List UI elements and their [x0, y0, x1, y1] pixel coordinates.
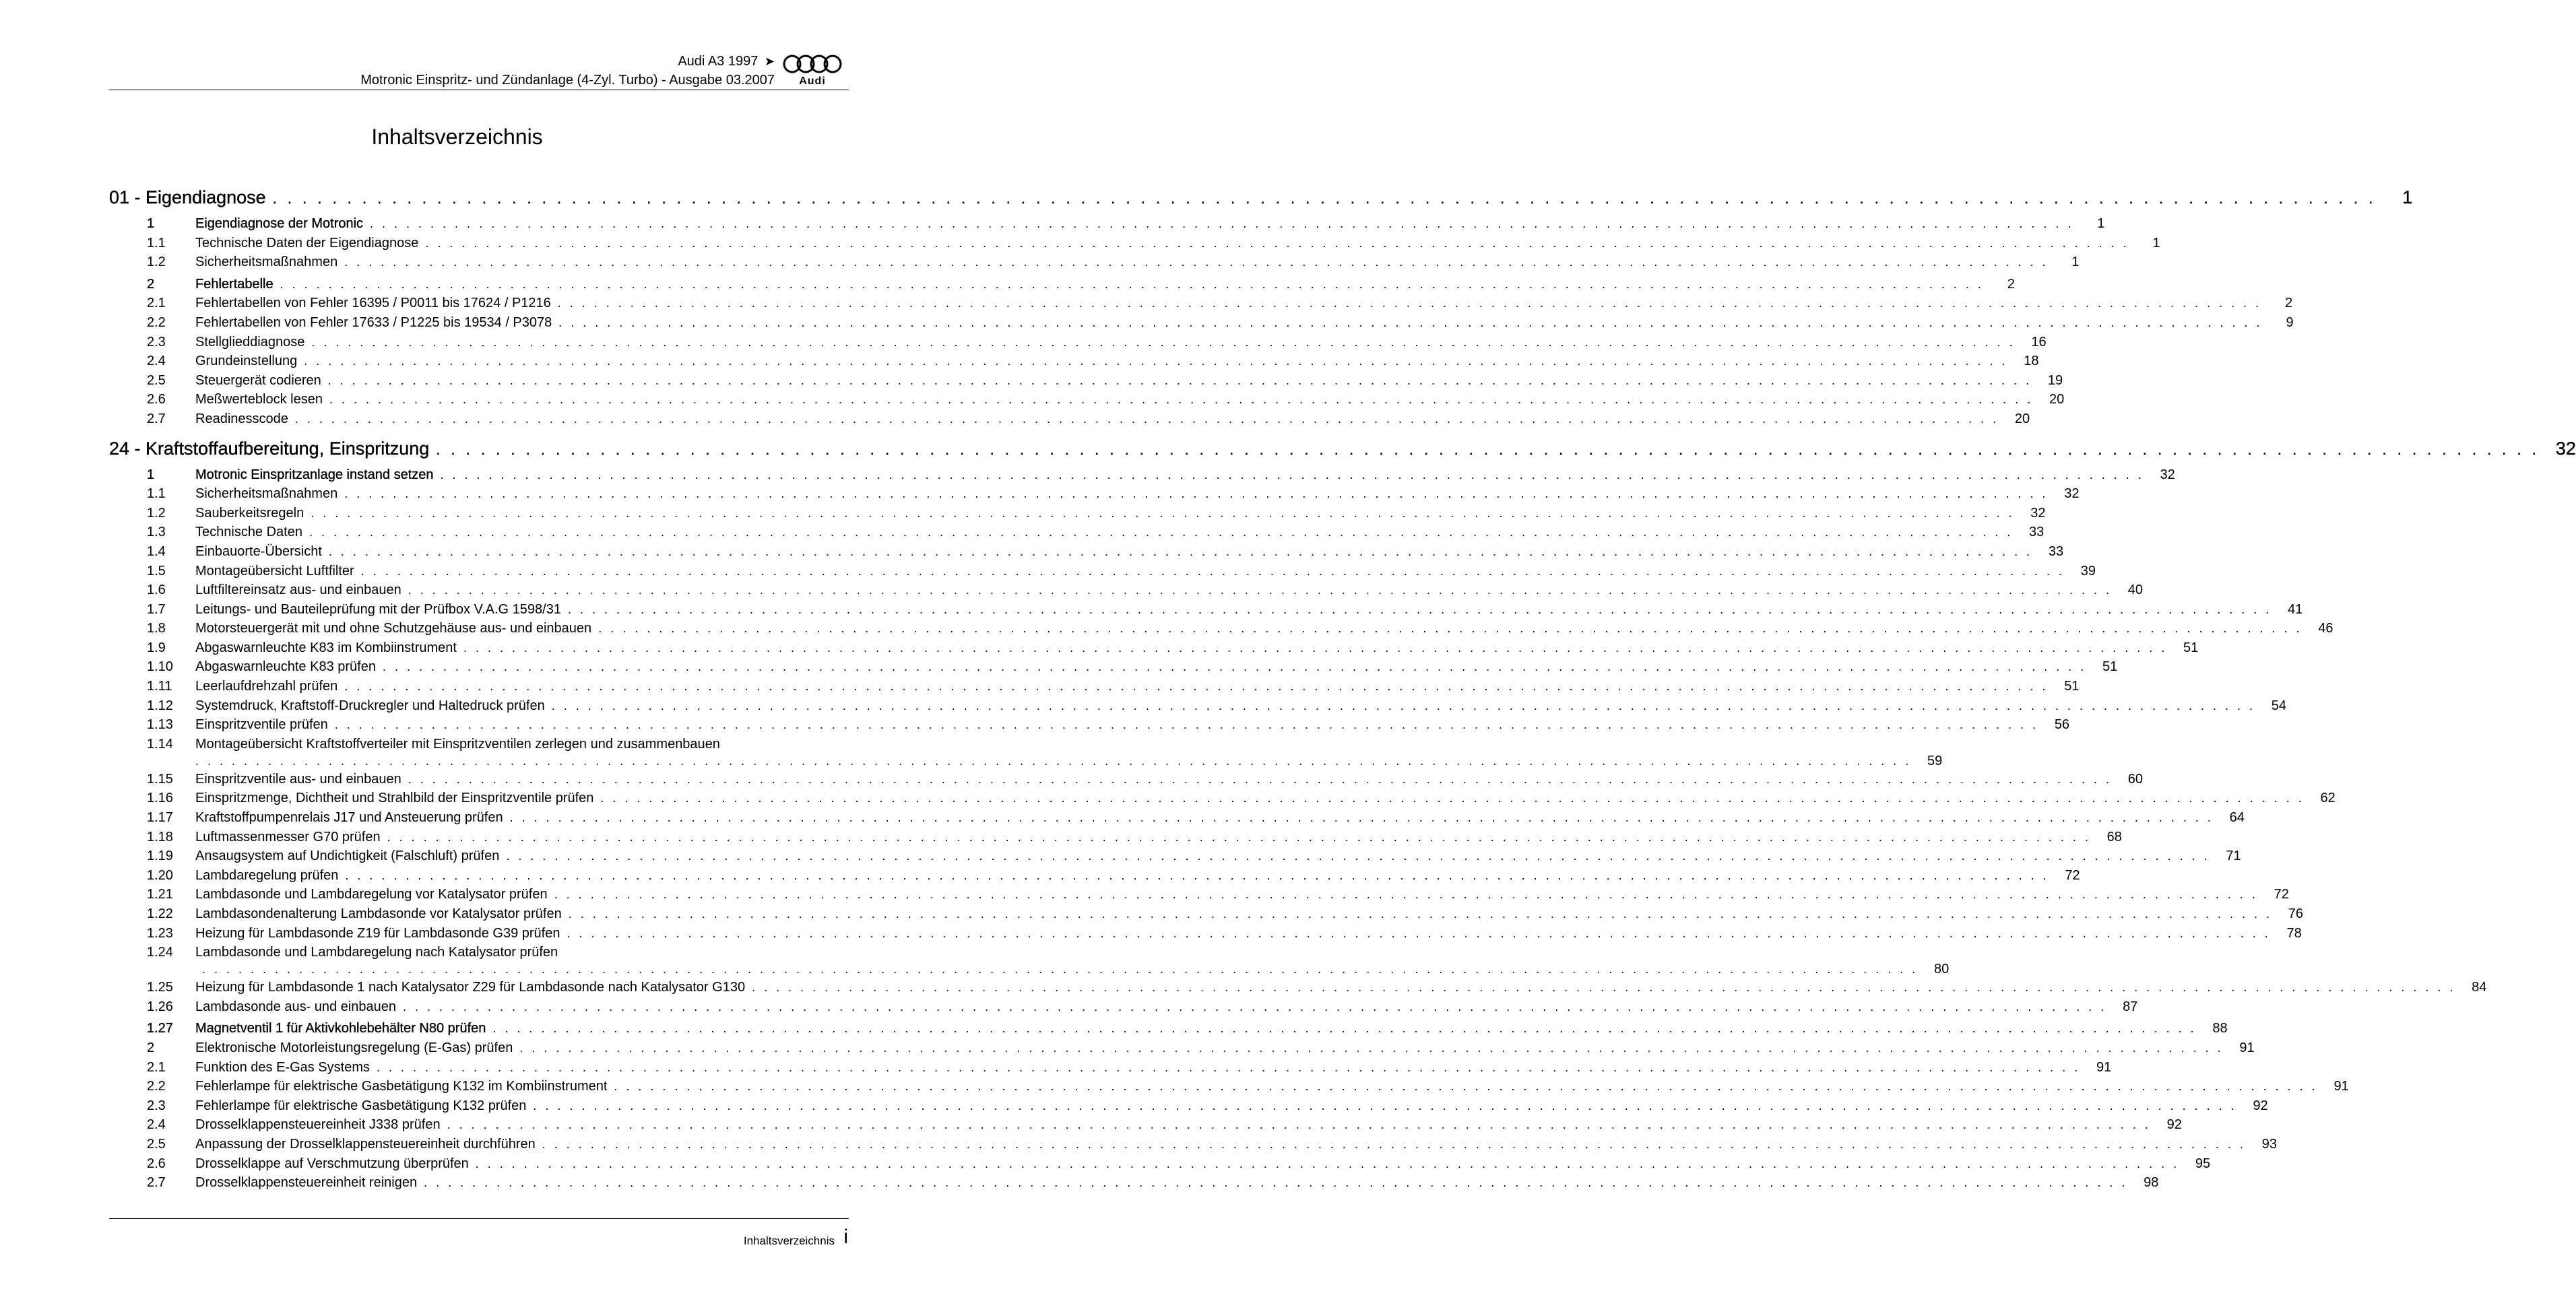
toc-entry-number: 1.18	[147, 829, 173, 844]
toc-entry[interactable]	[109, 484, 2080, 504]
toc-entry-title: Fehlertabellen von Fehler 16395 / P0011 bis 17624 / P1216	[195, 296, 551, 311]
audi-logo-wordmark: Audi	[799, 75, 826, 87]
toc-entry-number: 2	[147, 1040, 155, 1055]
toc-entry-title: Einspritzmenge, Dichtheit und Strahlbild der Einspritzventile prüfen	[195, 791, 594, 806]
toc-entry[interactable]	[109, 214, 2105, 234]
toc-entry[interactable]	[109, 638, 2199, 658]
toc-leader-dots	[752, 978, 2455, 997]
toc-entry-title: Abgaswarnleuchte K83 im Kombiinstrument	[195, 640, 457, 655]
toc-page-number: 87	[2123, 999, 2138, 1014]
toc-entry-number: 1.16	[147, 791, 173, 806]
toc-page-number: 1	[2097, 216, 2105, 231]
toc-entry-title: Sauberkeitsregeln	[195, 505, 304, 521]
toc-entry[interactable]	[109, 789, 2336, 808]
toc-leader-dots	[377, 1058, 2080, 1078]
toc-entry-number: 1.23	[147, 925, 173, 941]
toc-entry-title: Systemdruck, Kraftstoff-Druckregler und Haltedruck prüfen	[195, 698, 545, 713]
toc-entry-title: Lambdasonde und Lambdaregelung nach Katalysator prüfen	[195, 945, 558, 960]
toc-entry[interactable]	[109, 523, 2044, 542]
toc-entry-number: 1.7	[147, 601, 166, 617]
footer-page-number: i	[843, 1226, 848, 1248]
toc-leader-dots	[552, 696, 2255, 716]
toc-leader-dots	[311, 504, 2014, 523]
toc-entry-title: Anpassung der Drosselklappensteuereinheit durchführen	[195, 1136, 536, 1152]
toc-entry[interactable]	[109, 1096, 2268, 1116]
toc-entry[interactable]	[109, 371, 2063, 391]
toc-entry-title: Leerlaufdrehzahl prüfen	[195, 679, 338, 694]
toc-leader-dots	[533, 1096, 2236, 1116]
toc-page-number: 91	[2333, 1079, 2349, 1094]
toc-leader-dots	[329, 542, 2032, 562]
toc-leader-dots	[463, 638, 2167, 658]
toc-entry-title: Montageübersicht Kraftstoffverteiler mit Einspritzventilen zerlegen und zusammenbauen	[195, 736, 720, 752]
toc-page-number: 59	[1927, 753, 1943, 768]
toc-entry-title: Lambdasonde aus- und einbauen	[195, 999, 397, 1014]
header-model-text: Audi A3 1997	[678, 54, 759, 69]
toc-entry[interactable]	[109, 943, 1950, 978]
toc-entry-number: 2.4	[147, 1117, 166, 1133]
toc-page-number: 84	[2472, 980, 2487, 995]
toc-entry-title: Lambdasondenalterung Lambdasonde vor Katalysator prüfen	[195, 906, 562, 921]
toc-page-number: 39	[2080, 563, 2096, 578]
toc-entry-title: Technische Daten der Eigendiagnose	[195, 235, 419, 251]
toc-entry-number: 1.1	[147, 235, 166, 251]
toc-entry-title: Kraftstoffpumpenrelais J17 und Ansteuerung prüfen	[195, 810, 503, 826]
toc-entry-number: 1.22	[147, 906, 173, 921]
toc-page-number: 60	[2127, 771, 2144, 787]
toc-page-number: 33	[2029, 525, 2044, 540]
toc-entry-number: 1.1	[147, 486, 166, 502]
toc-entry-number: 1	[147, 216, 155, 231]
header-model	[678, 54, 775, 69]
toc-page-number: 56	[2054, 717, 2070, 733]
audi-logo	[780, 54, 845, 88]
toc-entry-title: Fehlertabellen von Fehler 17633 / P1225 bis 19534 / P3078	[195, 314, 552, 330]
toc-entry[interactable]	[109, 924, 2302, 943]
toc-entry-title: Fehlertabelle	[195, 276, 273, 292]
toc-entry[interactable]	[109, 409, 2030, 429]
toc-leader-dots	[195, 752, 1911, 770]
toc-entry-number: 1.10	[147, 659, 173, 675]
toc-entry-number: 1.13	[147, 717, 173, 733]
toc-leader-dots	[202, 960, 1918, 978]
toc-page-number: 33	[2048, 543, 2064, 559]
toc-entry[interactable]	[109, 465, 2175, 485]
toc-page-number: 78	[2286, 925, 2302, 941]
toc-page-number: 62	[2320, 791, 2336, 806]
toc-leader-dots	[304, 352, 2007, 371]
toc-leader-dots	[436, 437, 2540, 463]
toc-entry-number: 2.1	[147, 296, 166, 311]
toc-entry-number: 2.5	[147, 1136, 166, 1152]
toc-leader-dots	[510, 808, 2214, 828]
toc-page-number: 80	[1934, 962, 1950, 977]
toc-entry-number: 1.2	[147, 505, 166, 521]
toc-page-number: 20	[2049, 392, 2065, 407]
toc-entry[interactable]	[109, 828, 2122, 847]
toc-leader-dots	[447, 1115, 2151, 1135]
toc-leader-dots	[383, 657, 2086, 677]
toc-entry-number: 1.17	[147, 810, 173, 826]
toc-entry-number: 1.15	[147, 771, 173, 787]
toc-entry-number: 1.14	[147, 736, 173, 752]
toc-entry[interactable]	[109, 885, 2289, 904]
toc-leader-dots	[614, 1077, 2317, 1096]
toc-leader-dots	[335, 715, 2038, 735]
toc-leader-dots	[387, 828, 2091, 847]
toc-entry[interactable]	[109, 735, 1943, 770]
toc-chapter-title: 24 - Kraftstoffaufbereitung, Einspritzung	[109, 438, 430, 459]
toc-page-number: 18	[2024, 354, 2039, 369]
toc-entry-number: 1.11	[147, 679, 172, 694]
toc-entry-title: Technische Daten	[195, 525, 302, 540]
toc-leader-dots	[554, 885, 2258, 904]
toc-entry[interactable]	[109, 275, 2015, 294]
toc-entry[interactable]	[109, 770, 2144, 789]
toc-entry-title: Stellglieddiagnose	[195, 334, 305, 350]
toc-leader-dots	[344, 484, 2048, 504]
footer-section-label: Inhaltsverzeichnis	[743, 1234, 835, 1247]
toc-entry-number: 1.8	[147, 621, 166, 636]
toc-page-number: 72	[2065, 867, 2080, 883]
toc-entry-number: 1.26	[147, 999, 173, 1014]
toc-entry-number: 1.12	[147, 698, 173, 713]
toc-leader-dots	[425, 234, 2129, 253]
toc-entry-title: Sicherheitsmaßnahmen	[195, 486, 338, 502]
toc-entry-number: 1.3	[147, 525, 166, 540]
toc-page-number: 88	[2212, 1021, 2228, 1036]
toc-entry-number: 2.2	[147, 314, 166, 330]
toc-entry[interactable]	[109, 715, 2070, 735]
toc-page-number: 16	[2031, 334, 2047, 350]
toc-entry[interactable]	[109, 904, 2303, 924]
toc-leader-dots	[441, 465, 2144, 485]
toc-entry-title: Fehlerlampe für elektrische Gasbetätigung K132 im Kombiinstrument	[195, 1079, 608, 1094]
toc-entry-title: Heizung für Lambdasonde 1 nach Katalysator Z29 für Lambdasonde nach Katalysator G130	[195, 980, 746, 995]
toc-entry-title: Grundeinstellung	[195, 354, 298, 369]
toc-leader-dots	[361, 562, 2065, 581]
toc-page-number: 72	[2274, 887, 2289, 902]
toc-entry[interactable]	[109, 352, 2039, 371]
toc-page-number: 41	[2287, 601, 2303, 617]
toc-leader-dots	[311, 333, 2015, 352]
toc-leader-dots	[519, 1038, 2223, 1058]
toc-entry-number: 2.3	[147, 1098, 166, 1113]
toc-entry-title: Ansaugsystem auf Undichtigkeit (Falschluft) prüfen	[195, 849, 500, 864]
header-subtitle: Motronic Einspritz- und Zündanlage (4-Zyl. Turbo) - Ausgabe 03.2007	[360, 73, 775, 88]
toc-entry-number: 2.7	[147, 411, 166, 426]
toc-page-number: 46	[2318, 621, 2333, 636]
toc-page-number: 2	[2007, 276, 2015, 292]
toc-entry-title: Elektronische Motorleistungsregelung (E-Gas) prüfen	[195, 1040, 513, 1055]
toc-entry[interactable]	[109, 619, 2333, 638]
toc-entry-title: Luftfiltereinsatz aus- und einbauen	[195, 583, 401, 598]
toc-entry[interactable]	[109, 847, 2241, 866]
toc-page-number: 32	[2160, 467, 2175, 482]
toc-entry-title: Motronic Einspritzanlage instand setzen	[195, 467, 434, 482]
toc-entry[interactable]	[109, 677, 2080, 696]
toc-page-number: 98	[2144, 1175, 2159, 1191]
toc-page-number: 92	[2253, 1098, 2268, 1113]
toc-entry-number: 2.3	[147, 334, 166, 350]
toc-page-number: 51	[2102, 659, 2118, 675]
toc-entry-title: Eigendiagnose der Motronic	[195, 216, 364, 231]
toc-entry[interactable]	[109, 600, 2303, 620]
toc-page-number: 1	[2071, 255, 2080, 270]
toc-entry[interactable]	[109, 1154, 2211, 1174]
toc-leader-dots	[403, 997, 2106, 1017]
toc-page-number: 51	[2064, 679, 2080, 694]
toc-entry[interactable]	[109, 504, 2046, 523]
table-of-contents	[109, 178, 2576, 1193]
toc-leader-dots	[408, 581, 2112, 600]
toc-entry-title: Leitungs- und Bauteileprüfung mit der Prüfbox V.A.G 1598/31	[195, 601, 561, 617]
toc-entry-number: 2.5	[147, 372, 166, 388]
toc-page-number: 32	[2064, 486, 2080, 502]
toc-page-number: 54	[2271, 698, 2287, 713]
toc-leader-dots	[542, 1135, 2246, 1154]
toc-entry-number: 1.4	[147, 543, 166, 559]
toc-entry[interactable]	[109, 253, 2080, 272]
toc-entry-number: 1.5	[147, 563, 166, 578]
toc-leader-dots	[280, 275, 1984, 294]
toc-entry[interactable]	[109, 657, 2118, 677]
toc-page-number: 76	[2288, 906, 2303, 921]
toc-page-number: 68	[2106, 829, 2122, 844]
toc-entry-title: Lambdasonde und Lambdaregelung vor Katalysator prüfen	[195, 887, 548, 902]
toc-entry-number: 2.6	[147, 1156, 166, 1171]
toc-leader-dots	[506, 847, 2210, 866]
toc-leader-dots	[328, 371, 2032, 391]
toc-leader-dots	[309, 523, 2013, 542]
toc-page-number: 91	[2239, 1040, 2255, 1055]
toc-entry-title: Funktion des E-Gas Systems	[195, 1059, 370, 1075]
toc-page-number: 2	[2284, 296, 2293, 311]
toc-page-number: 32	[2030, 505, 2046, 521]
footer-divider	[109, 1218, 849, 1219]
toc-leader-dots	[569, 904, 2272, 924]
toc-entry-title: Einspritzventile prüfen	[195, 717, 328, 733]
toc-entry[interactable]	[109, 997, 2138, 1017]
toc-leader-dots	[273, 186, 2377, 211]
toc-entry-number: 1.9	[147, 640, 166, 655]
toc-page-number: 93	[2261, 1136, 2278, 1152]
toc-entry[interactable]	[109, 313, 2294, 333]
toc-entry[interactable]	[109, 562, 2096, 581]
toc-entry-title: Magnetventil 1 für Aktivkohlebehälter N80 prüfen	[195, 1021, 486, 1036]
toc-entry-number: 2.4	[147, 354, 166, 369]
toc-leader-dots	[476, 1154, 2179, 1174]
toc-page-number: 1	[2152, 235, 2160, 251]
toc-chapter-24[interactable]	[109, 436, 2576, 463]
toc-entry[interactable]	[109, 294, 2293, 313]
toc-entry-title: Lambdaregelung prüfen	[195, 867, 339, 883]
toc-entry-number: 2.1	[147, 1059, 166, 1075]
toc-leader-dots	[424, 1173, 2127, 1193]
toc-leader-dots	[558, 294, 2261, 313]
toc-leader-dots	[558, 313, 2262, 333]
toc-entry-title: Luftmassenmesser G70 prüfen	[195, 829, 381, 844]
toc-page-number: 32	[2555, 438, 2576, 459]
toc-entry-title: Drosselklappensteuereinheit reinigen	[195, 1175, 418, 1191]
toc-entry-title: Steuergerät codieren	[195, 372, 321, 388]
toc-entry-number: 1.27	[147, 1021, 173, 1036]
toc-leader-dots	[345, 866, 2049, 886]
toc-page-number: 92	[2166, 1117, 2182, 1133]
toc-entry[interactable]	[109, 866, 2080, 886]
toc-page-number: 19	[2047, 372, 2063, 388]
toc-entry[interactable]	[109, 1077, 2349, 1096]
toc-entry-number: 1.25	[147, 980, 173, 995]
toc-entry[interactable]	[109, 1038, 2255, 1058]
toc-entry-title: Meßwerteblock lesen	[195, 392, 323, 407]
toc-entry-title: Readinesscode	[195, 411, 288, 426]
toc-entry[interactable]	[109, 390, 2065, 409]
toc-leader-dots	[568, 600, 2272, 620]
toc-entry[interactable]	[109, 542, 2064, 562]
toc-page-number: 91	[2096, 1059, 2112, 1075]
toc-entry[interactable]	[109, 1173, 2159, 1193]
toc-entry-number: 1	[147, 467, 155, 482]
toc-leader-dots	[344, 677, 2048, 696]
toc-page-number: 20	[2014, 411, 2030, 426]
toc-page-number: 64	[2229, 810, 2245, 826]
toc-page-number: 95	[2195, 1156, 2211, 1171]
toc-entry-number: 1.20	[147, 867, 173, 883]
toc-entry-number: 2.6	[147, 392, 166, 407]
toc-entry-title: Abgaswarnleuchte K83 prüfen	[195, 659, 376, 675]
toc-entry[interactable]	[109, 1058, 2112, 1078]
toc-entry-title: Drosselklappensteuereinheit J338 prüfen	[195, 1117, 441, 1133]
toc-leader-dots	[600, 789, 2304, 808]
toc-entry-number: 2.2	[147, 1079, 166, 1094]
page-header	[109, 53, 849, 90]
arrow-right-icon: ➤	[764, 55, 775, 68]
toc-chapter-title: 01 - Eigendiagnose	[109, 187, 266, 207]
toc-entry-number: 1.2	[147, 255, 166, 270]
toc-entry-number: 1.19	[147, 849, 173, 864]
toc-leader-dots	[370, 214, 2073, 234]
toc-entry-number: 2.7	[147, 1175, 166, 1191]
toc-entry[interactable]	[109, 234, 2160, 253]
toc-leader-dots	[329, 390, 2033, 409]
toc-entry-number: 1.6	[147, 583, 166, 598]
toc-entry[interactable]	[109, 696, 2287, 716]
page-title: Inhaltsverzeichnis	[371, 125, 543, 149]
toc-entry[interactable]	[109, 581, 2144, 600]
toc-leader-dots	[567, 924, 2270, 943]
toc-page-number: 40	[2127, 583, 2144, 598]
toc-entry-number: 2	[147, 276, 155, 292]
toc-leader-dots	[408, 770, 2112, 789]
toc-page-number: 1	[2402, 187, 2413, 207]
toc-entry[interactable]	[109, 333, 2047, 352]
toc-entry-number: 1.21	[147, 887, 173, 902]
toc-page-number: 71	[2226, 849, 2241, 864]
toc-entry[interactable]	[109, 1135, 2278, 1154]
toc-entry-title: Fehlerlampe für elektrische Gasbetätigung K132 prüfen	[195, 1098, 527, 1113]
toc-leader-dots	[598, 619, 2302, 638]
toc-page-number: 9	[2286, 314, 2294, 330]
toc-entry-title: Montageübersicht Luftfilter	[195, 563, 354, 578]
toc-entry-title: Sicherheitsmaßnahmen	[195, 255, 338, 270]
toc-entry[interactable]	[109, 1019, 2228, 1038]
toc-leader-dots	[344, 253, 2048, 272]
toc-entry[interactable]	[109, 978, 2487, 997]
toc-page-number: 51	[2183, 640, 2199, 655]
toc-entry-title: Einspritzventile aus- und einbauen	[195, 771, 401, 787]
toc-entry-title: Einbauorte-Übersicht	[195, 543, 322, 559]
audi-rings-icon	[780, 54, 845, 74]
toc-entry-title: Motorsteuergerät mit und ohne Schutzgehäuse aus- und einbauen	[195, 621, 592, 636]
toc-entry[interactable]	[109, 1115, 2182, 1135]
toc-chapter-01[interactable]	[109, 185, 2413, 211]
toc-entry-title: Drosselklappe auf Verschmutzung überprüfen	[195, 1156, 469, 1171]
toc-leader-dots	[295, 409, 1999, 429]
toc-entry-title: Heizung für Lambdasonde Z19 für Lambdasonde G39 prüfen	[195, 925, 560, 941]
toc-entry[interactable]	[109, 808, 2245, 828]
toc-leader-dots	[492, 1019, 2196, 1038]
toc-entry-number: 1.24	[147, 945, 173, 960]
